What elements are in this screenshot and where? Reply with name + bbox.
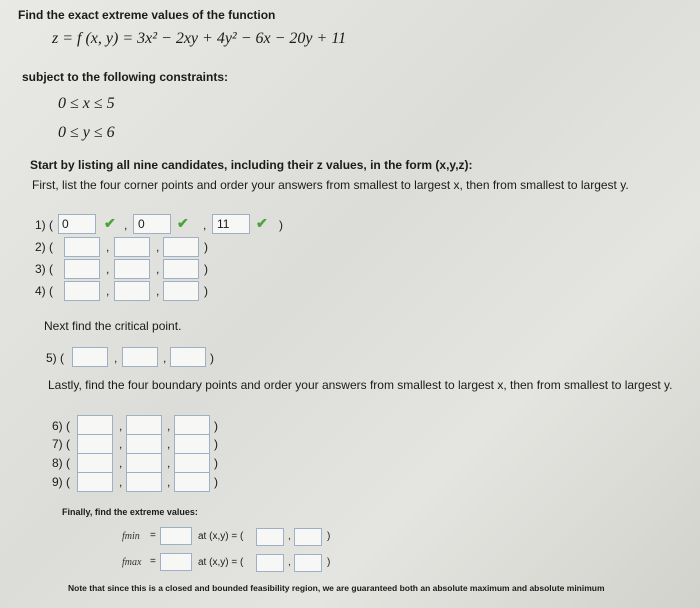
fmax-y-input[interactable] bbox=[294, 554, 322, 572]
fmin-y-input[interactable] bbox=[294, 528, 322, 546]
y-input[interactable] bbox=[126, 415, 162, 435]
boundary-instruction: Lastly, find the four boundary points and order your answers from smallest to largest x, then from smallest to largest y. bbox=[48, 378, 673, 392]
candidates-intro: Start by listing all nine candidates, including their z values, in the form (x,y,z): bbox=[30, 158, 473, 172]
fmax-label: fmax bbox=[122, 557, 142, 568]
correct-check-icon: ✔ bbox=[256, 215, 268, 231]
z-input[interactable] bbox=[170, 347, 206, 367]
fmax-at-label: at (x,y) = ( bbox=[198, 557, 244, 568]
correct-check-icon: ✔ bbox=[177, 215, 189, 231]
row-label: 6) ( bbox=[52, 419, 70, 433]
corners-instruction: First, list the four corner points and order your answers from smallest to largest x, then from smallest to largest y. bbox=[32, 178, 629, 192]
x-input[interactable] bbox=[72, 347, 108, 367]
x-input[interactable] bbox=[64, 259, 100, 279]
critical-instruction: Next find the critical point. bbox=[44, 319, 182, 333]
z-input[interactable] bbox=[174, 415, 210, 435]
problem-title: Find the exact extreme values of the function bbox=[18, 8, 276, 22]
y-input[interactable] bbox=[114, 281, 150, 301]
fmin-x-input[interactable] bbox=[256, 528, 284, 546]
x-input[interactable] bbox=[64, 237, 100, 257]
z-input[interactable] bbox=[163, 237, 199, 257]
row-label: 8) ( bbox=[52, 456, 70, 470]
y-input[interactable] bbox=[126, 472, 162, 492]
row-label: 9) ( bbox=[52, 475, 70, 489]
y-input[interactable] bbox=[126, 434, 162, 454]
x-input[interactable] bbox=[77, 472, 113, 492]
fmin-label: fmin bbox=[122, 531, 140, 542]
extreme-label: Finally, find the extreme values: bbox=[62, 507, 198, 517]
row-label: 3) ( bbox=[35, 262, 53, 276]
z-input[interactable] bbox=[163, 281, 199, 301]
y-input[interactable]: 0 bbox=[133, 214, 171, 234]
y-input[interactable] bbox=[126, 453, 162, 473]
x-input[interactable] bbox=[77, 415, 113, 435]
row-label: 5) ( bbox=[46, 351, 64, 365]
row-label: 4) ( bbox=[35, 284, 53, 298]
fmax-input[interactable] bbox=[160, 553, 192, 571]
z-input[interactable] bbox=[174, 434, 210, 454]
fmin-input[interactable] bbox=[160, 527, 192, 545]
x-input[interactable] bbox=[64, 281, 100, 301]
constraints-label: subject to the following constraints: bbox=[22, 70, 229, 84]
x-input[interactable] bbox=[77, 434, 113, 454]
constraint-y: 0 ≤ y ≤ 6 bbox=[58, 124, 115, 141]
z-input[interactable] bbox=[163, 259, 199, 279]
z-input[interactable] bbox=[174, 472, 210, 492]
row-label: 7) ( bbox=[52, 437, 70, 451]
y-input[interactable] bbox=[122, 347, 158, 367]
y-input[interactable] bbox=[114, 237, 150, 257]
correct-check-icon: ✔ bbox=[104, 215, 116, 231]
fmin-at-label: at (x,y) = ( bbox=[198, 531, 244, 542]
z-input[interactable] bbox=[174, 453, 210, 473]
constraint-x: 0 ≤ x ≤ 5 bbox=[58, 95, 115, 112]
note-text: Note that since this is a closed and bounded feasibility region, we are guaranteed both an absolute maximum and absolute minimum bbox=[68, 583, 605, 593]
z-input[interactable]: 11 bbox=[212, 214, 250, 234]
x-input[interactable] bbox=[77, 453, 113, 473]
function-equation: z = f (x, y) = 3x² − 2xy + 4y² − 6x − 20y + 11 bbox=[52, 30, 347, 47]
row-label: 2) ( bbox=[35, 240, 53, 254]
y-input[interactable] bbox=[114, 259, 150, 279]
row-label: 1) ( bbox=[35, 218, 53, 232]
fmax-x-input[interactable] bbox=[256, 554, 284, 572]
x-input[interactable]: 0 bbox=[58, 214, 96, 234]
